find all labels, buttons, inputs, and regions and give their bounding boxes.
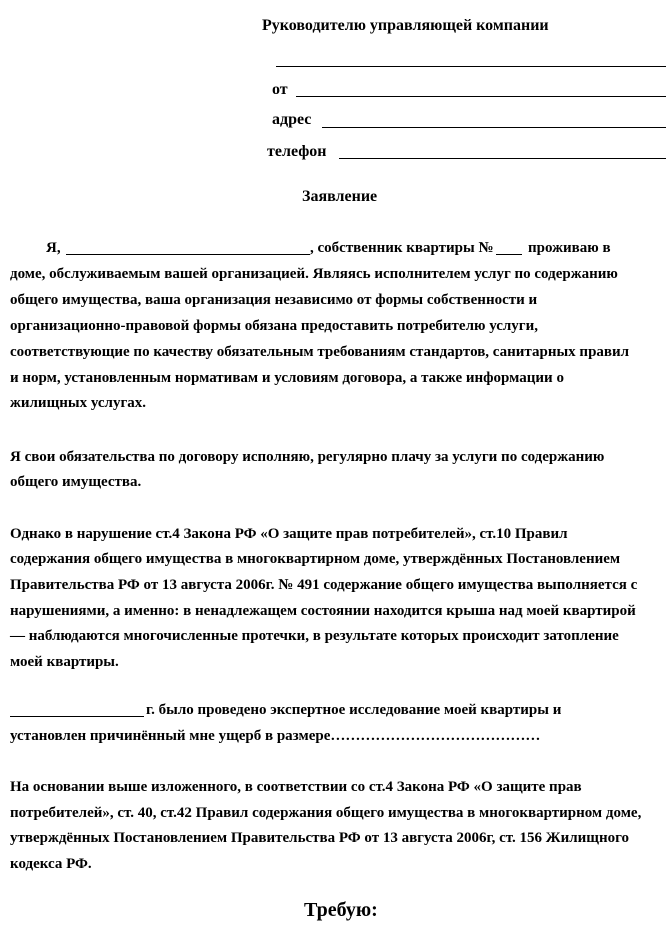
address-label: адрес (272, 111, 312, 128)
from-label: от (272, 81, 288, 98)
p3-line-3: Правительства РФ от 13 августа 2006г. № 491 содержание общего имущества выполняется с (10, 577, 638, 593)
p1-line-5: соответствующие по качеству обязательным требованиям стандартов, санитарных правил (10, 344, 630, 360)
p1-line-2: доме, обслуживаемым вашей организацией. Являясь исполнителем услуг по содержанию (10, 266, 618, 282)
p4-line-2: установлен причинённый мне ущерб в размере…………………………………… (10, 728, 541, 744)
p5-line-4: кодекса РФ. (10, 856, 92, 872)
p3-line-6: моей квартиры. (10, 654, 119, 670)
p4-line-1: г. было проведено экспертное исследование моей квартиры и (146, 702, 562, 718)
p1-line-4: организационно-правовой формы обязана предоставить потребителю услуги, (10, 318, 539, 334)
p5-line-1: На основании выше изложенного, в соответствии со ст.4 Закона РФ «О защите прав (10, 779, 582, 795)
p3-line-2: содержания общего имущества в многоквартирном доме, утверждённых Постановлением (10, 551, 621, 567)
addressee-line: Руководителю управляющей компании (262, 17, 549, 34)
p1-line-3: общего имущества, ваша организация независимо от формы собственности и (10, 292, 538, 308)
phone-blank (339, 158, 666, 159)
p1-line-1b: проживаю в (528, 240, 611, 256)
p3-line-4: нарушениями, а именно: в ненадлежащем состоянии находится крыша над моей квартирой (10, 603, 636, 619)
from-blank (296, 96, 666, 97)
p1-line-6: и норм, установленным нормативам и условиям договора, а также информации о (10, 370, 564, 386)
p3-line-5: — наблюдаются многочисленные протечки, в результате которых происходит затопление (10, 628, 619, 644)
company-name-blank (276, 66, 666, 67)
p5-line-2: потребителей», ст. 40, ст.42 Правил содержания общего имущества в многоквартирном доме, (10, 805, 642, 821)
apartment-number-blank (496, 254, 522, 255)
p5-line-3: утверждённых Постановлением Правительства РФ от 13 августа 2006г, ст. 156 Жилищного (10, 830, 630, 846)
p1-line-1a: , собственник квартиры № (310, 240, 494, 256)
p2-line-2: общего имущества. (10, 474, 142, 490)
p2-line-1: Я свои обязательства по договору исполняю, регулярно плачу за услуги по содержанию (10, 449, 605, 465)
p1-line-7: жилищных услугах. (10, 395, 147, 411)
document-title: Заявление (302, 188, 378, 205)
owner-name-blank (66, 254, 310, 255)
date-blank (10, 716, 144, 717)
phone-label: телефон (267, 143, 327, 160)
p1-lead: Я, (46, 240, 61, 256)
p3-line-1: Однако в нарушение ст.4 Закона РФ «О защите прав потребителей», ст.10 Правил (10, 526, 568, 542)
demand-heading: Требую: (304, 899, 378, 921)
address-blank (322, 127, 666, 128)
